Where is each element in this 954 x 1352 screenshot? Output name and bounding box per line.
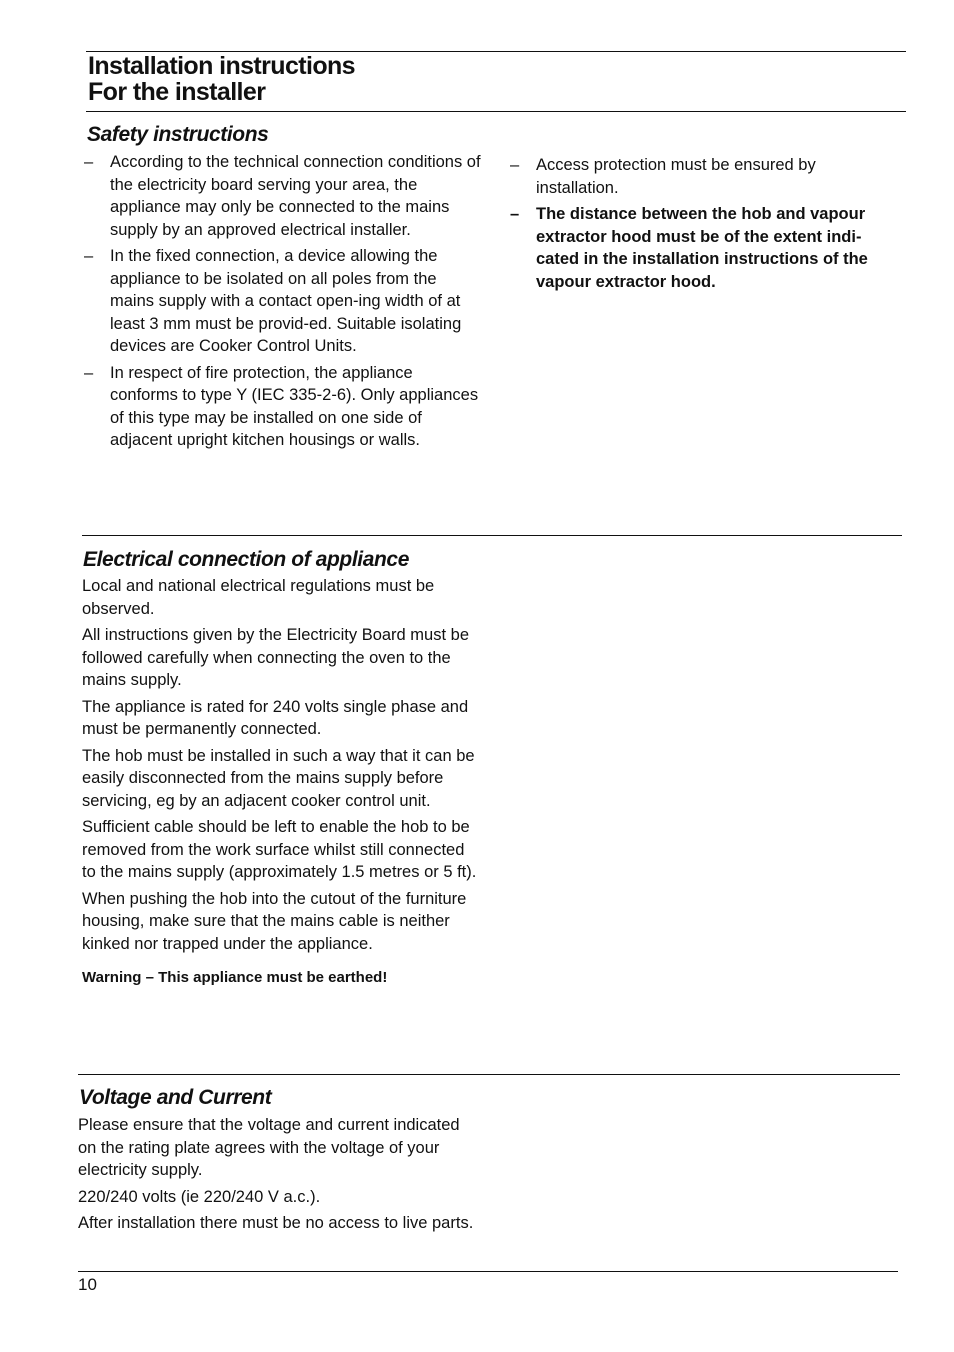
electrical-paragraph: All instructions given by the Electricity Board must be followed carefully when connecting the oven to the mains supply. — [82, 626, 470, 689]
header-line-1: Installation instructions — [88, 52, 355, 80]
electrical-paragraph: Sufficient cable should be left to enable the hob to be removed from the work surface whilst still connected to the mains supply (approximately 1.5 metres or 5 ft). — [82, 818, 477, 881]
voltage-paragraph: Please ensure that the voltage and current indicated on the rating plate agrees with the voltage of your electricity supply. — [78, 1116, 460, 1179]
page-number: 10 — [78, 1275, 97, 1294]
electrical-paragraph: The appliance is rated for 240 volts single phase and must be permanently connected. — [82, 697, 469, 738]
section-rule-2 — [78, 1074, 900, 1075]
safety-item: – Access protection must be ensured by installation. — [510, 156, 816, 197]
voltage-column — [78, 1114, 478, 1239]
electrical-paragraph: The hob must be installed in such a way that it can be easily disconnected from the mains supply before servicing, eg by an adjacent cooker control unit. — [82, 746, 475, 810]
voltage-heading: Voltage and Current — [79, 1086, 272, 1109]
safety-item: – According to the technical connection conditions of the electricity board serving your area, the appliance may only be connected to the mains supply by an approved electrical installer. — [84, 153, 481, 239]
safety-left-column — [84, 151, 484, 456]
page-header — [88, 53, 355, 105]
safety-item-bold: – The distance between the hob and vapour extractor hood must be of the extent indi-cated in the installation instructions of the vapour extractor hood. — [510, 205, 868, 291]
safety-item: – In respect of fire protection, the appliance conforms to type Y (IEC 335-2-6). Only appliances of this type may be installed on one side of adjacent upright kitchen housings or walls. — [84, 363, 479, 449]
electrical-column — [82, 575, 482, 990]
footer-rule — [78, 1271, 898, 1272]
safety-right-column — [510, 154, 902, 297]
electrical-heading: Electrical connection of appliance — [83, 548, 409, 571]
electrical-paragraph: When pushing the hob into the cutout of the furniture housing, make sure that the mains cable is neither kinked nor trapped under the appliance. — [82, 889, 467, 953]
header-line-2: For the installer — [88, 78, 266, 106]
voltage-paragraph: 220/240 volts (ie 220/240 V a.c.). — [78, 1187, 321, 1206]
voltage-paragraph: After installation there must be no access to live parts. — [78, 1214, 474, 1232]
earth-warning: Warning – This appliance must be earthed! — [82, 969, 388, 986]
section-rule-1 — [82, 535, 902, 536]
header-rule — [86, 111, 906, 112]
safety-item: – In the fixed connection, a device allowing the appliance to be isolated on all poles from the mains supply with a contact open-ing width of at least 3 mm must be provid-ed. Suitable isolating devices are Cooker Control Units. — [84, 247, 462, 355]
electrical-paragraph: Local and national electrical regulations must be observed. — [82, 577, 435, 618]
safety-heading: Safety instructions — [87, 123, 269, 146]
